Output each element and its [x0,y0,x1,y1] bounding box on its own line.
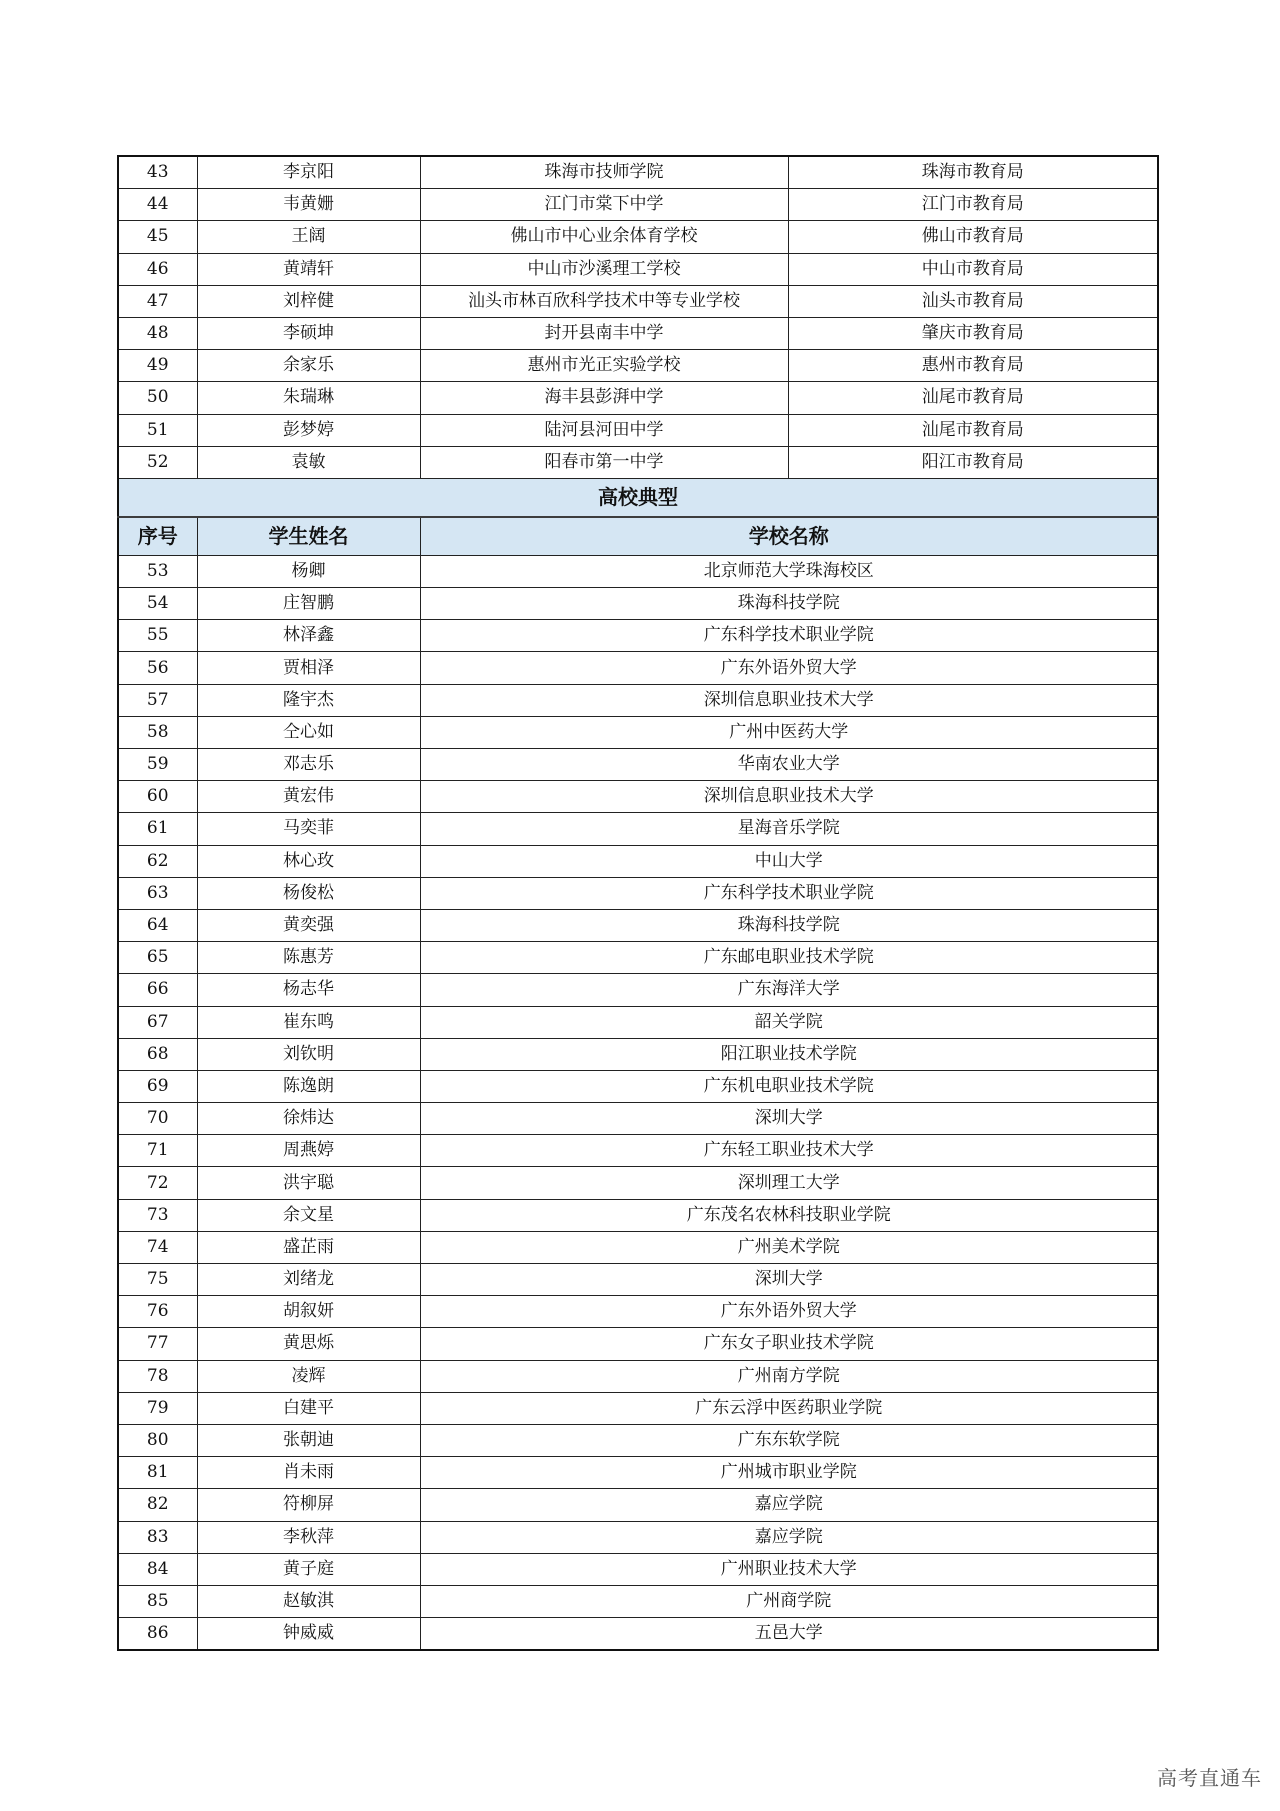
table-row [118,1585,1158,1617]
student-name: 李硕坤 [197,317,420,349]
student-name: 刘梓健 [197,285,420,317]
student-name: 符柳屏 [197,1489,420,1521]
row-number: 68 [118,1038,197,1070]
row-number: 58 [118,716,197,748]
student-name: 陈逸朗 [197,1070,420,1102]
student-name: 刘绪龙 [197,1264,420,1296]
school-name: 广东邮电职业技术学院 [420,942,1158,974]
student-name: 庄智鹏 [197,588,420,620]
recommending-authority: 汕头市教育局 [788,285,1158,317]
student-name: 黄子庭 [197,1553,420,1585]
table-row [118,716,1158,748]
student-name: 盛芷雨 [197,1231,420,1263]
row-number: 45 [118,221,197,253]
table-row [118,1103,1158,1135]
student-name: 袁敏 [197,446,420,478]
student-name: 黄宏伟 [197,781,420,813]
row-number: 66 [118,974,197,1006]
school-name: 陆河县河田中学 [420,414,788,446]
row-number: 54 [118,588,197,620]
table-row [118,1167,1158,1199]
row-number: 48 [118,317,197,349]
student-name: 王阔 [197,221,420,253]
lower-table-body [118,555,1158,1650]
student-name: 杨志华 [197,974,420,1006]
school-name: 佛山市中心业余体育学校 [420,221,788,253]
school-name: 汕头市林百欣科学技术中等专业学校 [420,285,788,317]
row-number: 46 [118,253,197,285]
row-number: 52 [118,446,197,478]
student-name: 杨卿 [197,555,420,587]
row-number: 59 [118,749,197,781]
student-name: 杨俊松 [197,877,420,909]
school-name: 惠州市光正实验学校 [420,350,788,382]
table-row [118,620,1158,652]
recommending-authority: 阳江市教育局 [788,446,1158,478]
row-number: 61 [118,813,197,845]
school-name: 广州中医药大学 [420,716,1158,748]
school-name: 海丰县彭湃中学 [420,382,788,414]
student-name: 马奕菲 [197,813,420,845]
school-name: 北京师范大学珠海校区 [420,555,1158,587]
table-row [118,189,1158,221]
table-row [118,942,1158,974]
row-number: 44 [118,189,197,221]
school-name: 广东外语外贸大学 [420,1296,1158,1328]
table-row [118,1070,1158,1102]
student-name: 徐炜达 [197,1103,420,1135]
table-row [118,1521,1158,1553]
student-name: 贾相泽 [197,652,420,684]
student-name: 余家乐 [197,350,420,382]
student-name: 赵敏淇 [197,1585,420,1617]
student-name: 张朝迪 [197,1424,420,1456]
row-number: 75 [118,1264,197,1296]
table-row [118,1264,1158,1296]
row-number: 73 [118,1199,197,1231]
table-row [118,1328,1158,1360]
row-number: 50 [118,382,197,414]
table-row [118,156,1158,189]
student-name: 白建平 [197,1392,420,1424]
table-row [118,446,1158,478]
header-school: 学校名称 [420,517,1158,556]
table-row [118,1135,1158,1167]
table-row [118,414,1158,446]
row-number: 82 [118,1489,197,1521]
school-name: 江门市棠下中学 [420,189,788,221]
school-name: 广州职业技术大学 [420,1553,1158,1585]
student-name: 邓志乐 [197,749,420,781]
table-row [118,285,1158,317]
row-number: 85 [118,1585,197,1617]
row-number: 56 [118,652,197,684]
student-name: 余文星 [197,1199,420,1231]
student-name: 周燕婷 [197,1135,420,1167]
table-row [118,1038,1158,1070]
school-name: 广东机电职业技术学院 [420,1070,1158,1102]
school-name: 星海音乐学院 [420,813,1158,845]
recommending-authority: 肇庆市教育局 [788,317,1158,349]
student-name: 胡叙妍 [197,1296,420,1328]
recommending-authority: 惠州市教育局 [788,350,1158,382]
student-name: 彭梦婷 [197,414,420,446]
recommending-authority: 汕尾市教育局 [788,414,1158,446]
student-name: 钟威威 [197,1618,420,1651]
school-name: 深圳理工大学 [420,1167,1158,1199]
row-number: 47 [118,285,197,317]
row-number: 62 [118,845,197,877]
row-number: 63 [118,877,197,909]
school-name: 广州南方学院 [420,1360,1158,1392]
row-number: 84 [118,1553,197,1585]
row-number: 78 [118,1360,197,1392]
school-name: 珠海市技师学院 [420,156,788,189]
student-name: 黄靖轩 [197,253,420,285]
section-header-row [118,478,1158,517]
student-name: 隆宇杰 [197,684,420,716]
school-name: 广州商学院 [420,1585,1158,1617]
school-name: 广东茂名农林科技职业学院 [420,1199,1158,1231]
student-name: 韦黄姗 [197,189,420,221]
table-row [118,1360,1158,1392]
row-number: 70 [118,1103,197,1135]
school-name: 广东东软学院 [420,1424,1158,1456]
school-name: 深圳信息职业技术大学 [420,684,1158,716]
school-name: 中山大学 [420,845,1158,877]
table-row [118,684,1158,716]
student-name: 黄思烁 [197,1328,420,1360]
school-name: 广东外语外贸大学 [420,652,1158,684]
student-name: 陈惠芳 [197,942,420,974]
table-row [118,1618,1158,1651]
school-name: 华南农业大学 [420,749,1158,781]
student-table [117,155,1159,1651]
row-number: 86 [118,1618,197,1651]
row-number: 53 [118,555,197,587]
row-number: 76 [118,1296,197,1328]
table-row [118,781,1158,813]
table-row [118,1489,1158,1521]
table-row [118,1199,1158,1231]
table-row [118,1006,1158,1038]
school-name: 广州美术学院 [420,1231,1158,1263]
column-header-row [118,517,1158,556]
school-name: 五邑大学 [420,1618,1158,1651]
table-row [118,1296,1158,1328]
school-name: 珠海科技学院 [420,909,1158,941]
table-row [118,1457,1158,1489]
school-name: 阳江职业技术学院 [420,1038,1158,1070]
row-number: 51 [118,414,197,446]
recommending-authority: 汕尾市教育局 [788,382,1158,414]
watermark-text: 高考直通车 [1157,1766,1262,1790]
school-name: 广东轻工职业技术大学 [420,1135,1158,1167]
school-name: 嘉应学院 [420,1521,1158,1553]
table-row [118,749,1158,781]
table-row [118,1424,1158,1456]
row-number: 49 [118,350,197,382]
section-block [118,478,1158,555]
upper-table-body [118,156,1158,478]
header-no: 序号 [118,517,197,556]
table-row [118,317,1158,349]
row-number: 64 [118,909,197,941]
recommending-authority: 中山市教育局 [788,253,1158,285]
student-name: 林心玫 [197,845,420,877]
table-row [118,588,1158,620]
row-number: 77 [118,1328,197,1360]
student-name: 刘钦明 [197,1038,420,1070]
student-name: 李京阳 [197,156,420,189]
student-name: 洪宇聪 [197,1167,420,1199]
row-number: 72 [118,1167,197,1199]
section-title: 高校典型 [118,478,1158,517]
student-name: 崔东鸣 [197,1006,420,1038]
student-name: 凌辉 [197,1360,420,1392]
table-row [118,877,1158,909]
school-name: 广东海洋大学 [420,974,1158,1006]
row-number: 55 [118,620,197,652]
table-row [118,909,1158,941]
school-name: 中山市沙溪理工学校 [420,253,788,285]
school-name: 深圳大学 [420,1103,1158,1135]
student-name: 仝心如 [197,716,420,748]
row-number: 71 [118,1135,197,1167]
school-name: 封开县南丰中学 [420,317,788,349]
school-name: 广东云浮中医药职业学院 [420,1392,1158,1424]
row-number: 83 [118,1521,197,1553]
school-name: 韶关学院 [420,1006,1158,1038]
row-number: 80 [118,1424,197,1456]
row-number: 67 [118,1006,197,1038]
table-row [118,1231,1158,1263]
student-name: 李秋萍 [197,1521,420,1553]
table-row [118,1553,1158,1585]
school-name: 深圳大学 [420,1264,1158,1296]
recommending-authority: 佛山市教育局 [788,221,1158,253]
student-name: 林泽鑫 [197,620,420,652]
student-name: 黄奕强 [197,909,420,941]
school-name: 广州城市职业学院 [420,1457,1158,1489]
table-row [118,652,1158,684]
school-name: 深圳信息职业技术大学 [420,781,1158,813]
row-number: 43 [118,156,197,189]
row-number: 69 [118,1070,197,1102]
student-name: 肖未雨 [197,1457,420,1489]
school-name: 广东科学技术职业学院 [420,620,1158,652]
row-number: 74 [118,1231,197,1263]
table-row [118,350,1158,382]
school-name: 广东科学技术职业学院 [420,877,1158,909]
header-name: 学生姓名 [197,517,420,556]
table-row [118,845,1158,877]
school-name: 嘉应学院 [420,1489,1158,1521]
table-row [118,382,1158,414]
row-number: 65 [118,942,197,974]
table-row [118,221,1158,253]
table-row [118,253,1158,285]
table-row [118,555,1158,587]
row-number: 57 [118,684,197,716]
school-name: 广东女子职业技术学院 [420,1328,1158,1360]
school-name: 阳春市第一中学 [420,446,788,478]
row-number: 79 [118,1392,197,1424]
school-name: 珠海科技学院 [420,588,1158,620]
table-row [118,974,1158,1006]
row-number: 81 [118,1457,197,1489]
student-name: 朱瑞琳 [197,382,420,414]
recommending-authority: 珠海市教育局 [788,156,1158,189]
recommending-authority: 江门市教育局 [788,189,1158,221]
table-row [118,813,1158,845]
row-number: 60 [118,781,197,813]
table-row [118,1392,1158,1424]
